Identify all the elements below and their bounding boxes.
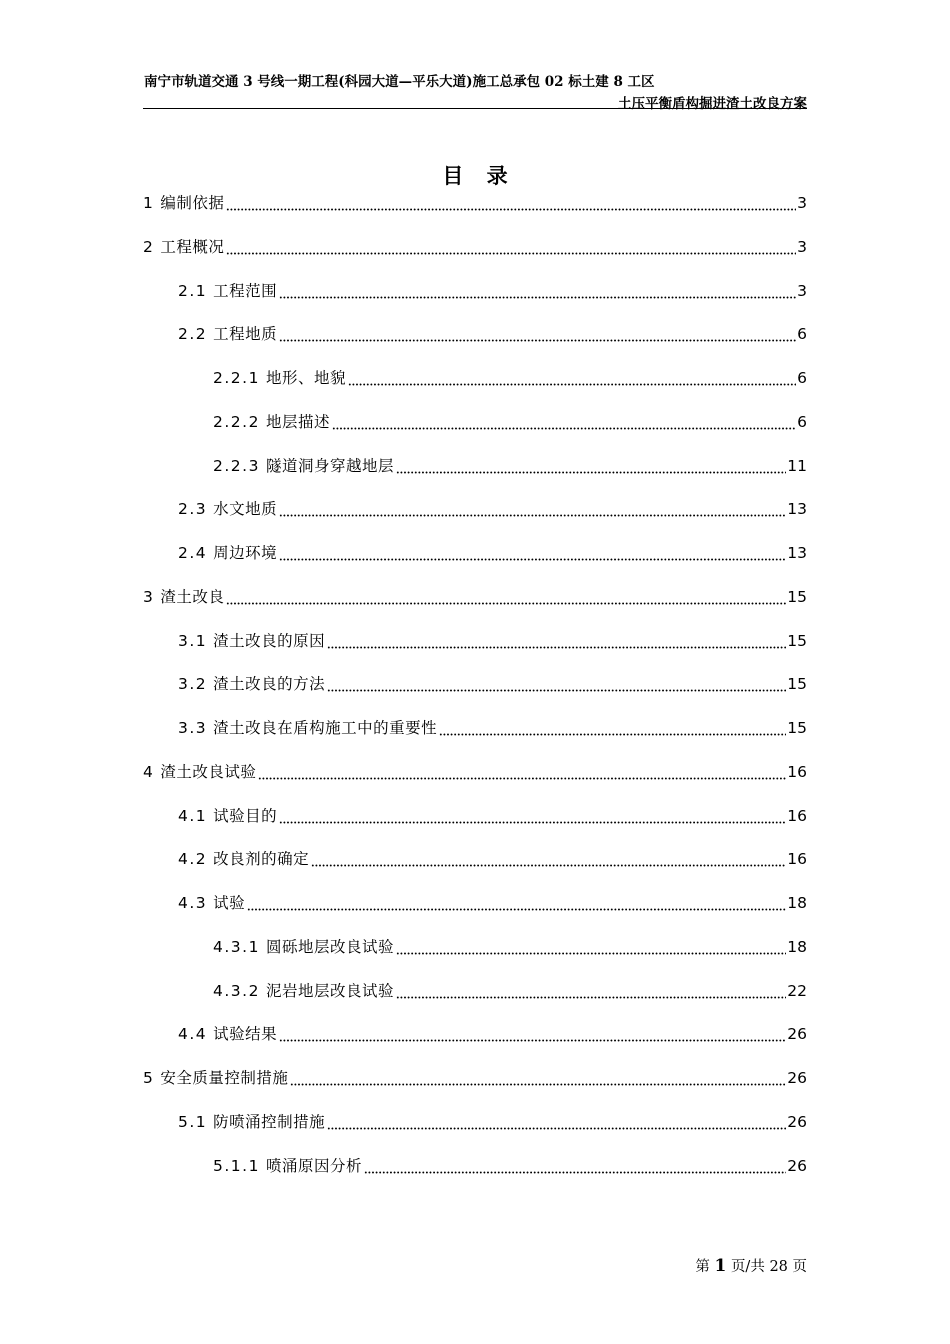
toc-entry[interactable] [143, 586, 807, 608]
toc-entry-title: 地形、地貌 [265, 369, 346, 387]
toc-entry[interactable] [178, 1023, 807, 1045]
toc-entry-number: 2.2.3 [213, 456, 260, 475]
toc-entry[interactable] [143, 236, 807, 258]
toc-entry-title: 泥岩地层改良试验 [265, 981, 394, 1000]
toc-entry-number: 3.2 [178, 675, 208, 694]
toc-entry-title: 防喷涌控制措施 [213, 1112, 326, 1131]
toc-entry-number: 2.2.1 [213, 369, 260, 387]
toc-dot-leader [279, 280, 796, 302]
toc-entry-page: 3 [797, 281, 807, 300]
header-document-title: 土压平衡盾构掘进渣土改良方案 [618, 96, 807, 112]
toc-entry[interactable] [213, 367, 807, 389]
toc-entry-page: 15 [787, 631, 807, 650]
toc-entry-number: 2.3 [178, 500, 208, 519]
toc-entry-page: 13 [787, 500, 807, 519]
toc-entry-title: 渣土改良的方法 [213, 675, 326, 694]
toc-dot-leader [279, 542, 786, 564]
toc-entry-number: 2.2 [178, 325, 208, 344]
toc-dot-leader [279, 323, 796, 345]
footer-current-page: 1 [714, 1256, 727, 1276]
toc-entry-title: 渣土改良试验 [160, 762, 257, 781]
toc-dot-leader [364, 1155, 786, 1177]
toc-entry[interactable] [213, 980, 807, 1002]
toc-entry[interactable] [178, 848, 807, 870]
toc-entry-page: 6 [797, 369, 807, 387]
toc-entry[interactable] [178, 805, 807, 827]
toc-entry[interactable] [178, 1111, 807, 1133]
toc-entry-title: 水文地质 [213, 500, 278, 519]
toc-entry-number: 5 [143, 1069, 155, 1087]
toc-entry[interactable] [178, 717, 807, 739]
toc-entry-number: 1 [143, 194, 155, 212]
toc-entry[interactable] [178, 630, 807, 652]
toc-entry-page: 11 [787, 456, 807, 475]
toc-entry-page: 16 [787, 762, 807, 781]
toc-entry-number: 5.1 [178, 1112, 208, 1131]
toc-dot-leader [439, 717, 786, 739]
toc-entry[interactable] [213, 1155, 807, 1177]
toc-entry-page: 15 [787, 675, 807, 694]
toc-entry-page: 26 [787, 1025, 807, 1044]
toc-entry[interactable] [178, 892, 807, 914]
toc-entry-page: 22 [787, 981, 807, 1000]
toc-entry-number: 3.1 [178, 631, 208, 650]
toc-entry[interactable] [178, 673, 807, 695]
toc-entry[interactable] [143, 1067, 807, 1089]
toc-entry[interactable] [213, 936, 807, 958]
toc-entry-page: 15 [787, 587, 807, 606]
toc-entry-title: 周边环境 [213, 544, 278, 562]
toc-entry[interactable] [143, 192, 807, 214]
toc-entry-page: 26 [787, 1112, 807, 1131]
toc-entry-page: 26 [787, 1156, 807, 1175]
toc-entry-page: 18 [787, 937, 807, 956]
footer-total-pages: 28 [769, 1259, 788, 1275]
toc-entry-number: 2.1 [178, 281, 208, 300]
toc-entry-title: 喷涌原因分析 [265, 1156, 362, 1175]
toc-entry-number: 3 [143, 587, 155, 606]
toc-dot-leader [396, 455, 786, 477]
toc-dot-leader [332, 411, 796, 433]
toc-entry-number: 4.2 [178, 850, 208, 869]
toc-entry-title: 地层描述 [265, 412, 330, 431]
toc-entry-title: 试验目的 [213, 806, 278, 825]
toc-entry[interactable] [143, 761, 807, 783]
toc-dot-leader [247, 892, 786, 914]
toc-entry-title: 试验 [213, 894, 246, 912]
toc-entry-number: 4.3 [178, 894, 208, 912]
toc-dot-leader [290, 1067, 786, 1089]
toc-entry-page: 3 [797, 237, 807, 256]
toc-entry[interactable] [178, 280, 807, 302]
toc-dot-leader [396, 980, 786, 1002]
toc-entry-number: 4.3.1 [213, 937, 260, 956]
toc-entry-number: 2.2.2 [213, 412, 260, 431]
toc-entry-title: 圆砾地层改良试验 [265, 937, 394, 956]
toc-entry-title: 编制依据 [160, 194, 225, 212]
toc-entry[interactable] [213, 455, 807, 477]
toc-dot-leader [396, 936, 786, 958]
toc-dot-leader [327, 630, 786, 652]
toc-entry[interactable] [178, 323, 807, 345]
toc-entry-title: 试验结果 [213, 1025, 278, 1044]
page-footer [695, 1255, 807, 1276]
toc-entry-title: 工程范围 [213, 281, 278, 300]
toc-dot-leader [327, 673, 786, 695]
toc-dot-leader [226, 586, 786, 608]
toc-entry-number: 2 [143, 237, 155, 256]
toc-entry-page: 18 [787, 894, 807, 912]
toc-entry-title: 渣土改良在盾构施工中的重要性 [213, 719, 438, 737]
toc-entry[interactable] [213, 411, 807, 433]
toc-entry-page: 16 [787, 850, 807, 869]
toc-entry-title: 渣土改良 [160, 587, 225, 606]
toc-dot-leader [226, 192, 796, 214]
toc-entry-title: 渣土改良的原因 [213, 631, 326, 650]
toc-entry-title: 工程概况 [160, 237, 225, 256]
header-divider [143, 108, 807, 109]
toc-dot-leader [327, 1111, 786, 1133]
toc-dot-leader [258, 761, 786, 783]
footer-prefix: 第 [695, 1259, 710, 1275]
toc-entry-title: 隧道洞身穿越地层 [265, 456, 394, 475]
toc-entry-page: 15 [787, 719, 807, 737]
toc-entry-number: 4.3.2 [213, 981, 260, 1000]
toc-dot-leader [279, 1023, 786, 1045]
footer-middle: 页/共 [730, 1259, 765, 1275]
toc-entry-number: 2.4 [178, 544, 208, 562]
toc-entry-number: 3.3 [178, 719, 208, 737]
toc-dot-leader [348, 367, 796, 389]
footer-suffix: 页 [792, 1259, 807, 1275]
toc-dot-leader [226, 236, 796, 258]
toc-entry-page: 6 [797, 325, 807, 344]
toc-entry[interactable] [178, 498, 807, 520]
toc-entry-page: 6 [797, 412, 807, 431]
toc-dot-leader [279, 498, 786, 520]
toc-entry-page: 13 [787, 544, 807, 562]
toc-entry-title: 改良剂的确定 [213, 850, 310, 869]
toc-entry-title: 安全质量控制措施 [160, 1069, 289, 1087]
toc-dot-leader [279, 805, 786, 827]
toc-heading: 目 录 [442, 163, 516, 188]
toc-entry-number: 4.4 [178, 1025, 208, 1044]
toc-entry-page: 16 [787, 806, 807, 825]
toc-entry-number: 4 [143, 762, 155, 781]
toc-entry-number: 4.1 [178, 806, 208, 825]
header-project-title: 南宁市轨道交通 3 号线一期工程(科园大道—平乐大道)施工总承包 02 标土建 8 工区 [144, 74, 655, 90]
toc-dot-leader [311, 848, 786, 870]
toc-entry-page: 3 [797, 194, 807, 212]
toc-entry-title: 工程地质 [213, 325, 278, 344]
toc-entry-number: 5.1.1 [213, 1156, 260, 1175]
toc-entry-page: 26 [787, 1069, 807, 1087]
toc-entry[interactable] [178, 542, 807, 564]
